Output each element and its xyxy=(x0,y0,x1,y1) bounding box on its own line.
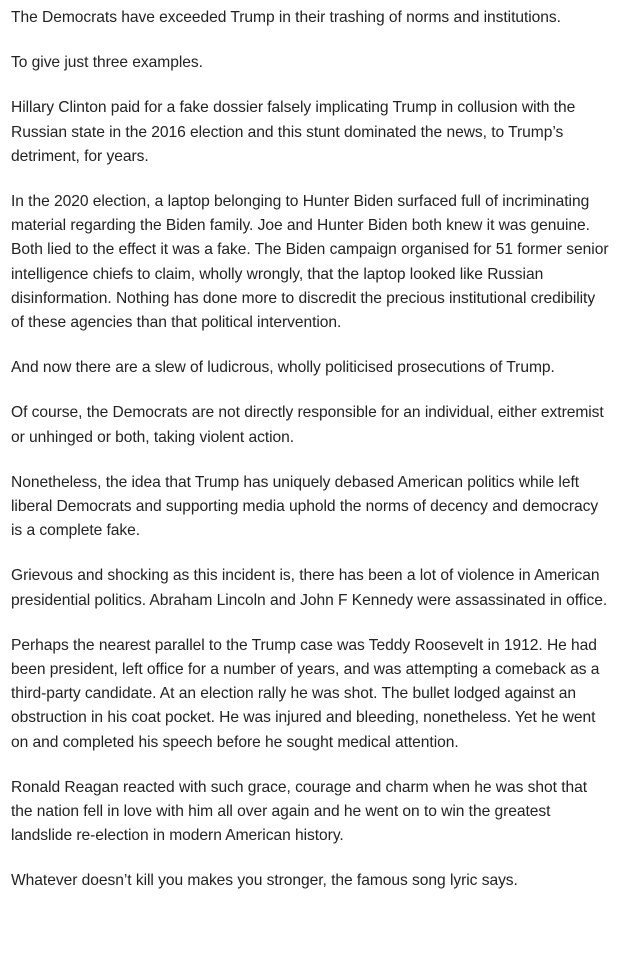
paragraph-9: Perhaps the nearest parallel to the Trump case was Teddy Roosevelt in 1912. He had been president, left office for a number of years, and was attempting a comeback as a third-party candidate. At an election rally he was shot. The bullet lodged against an obstruction in his coat pocket. He was injured and bleeding, nonetheless. Yet he went on and completed his speech before he sought medical attention. xyxy=(11,636,600,751)
paragraph-2: To give just three examples. xyxy=(11,54,203,72)
paragraph-3: Hillary Clinton paid for a fake dossier falsely implicating Trump in collusion with the Russian state in the 2016 election and this stunt dominated the news, to Trump’s detriment, for years. xyxy=(11,99,576,165)
paragraph-7: Nonetheless, the idea that Trump has uniquely debased American politics while left liberal Democrats and supporting media uphold the norms of decency and democracy is a complete fake. xyxy=(11,473,599,540)
paragraph-11: Whatever doesn’t kill you makes you stronger, the famous song lyric says. xyxy=(11,872,518,890)
paragraph-8: Grievous and shocking as this incident is, there has been a lot of violence in American presidential politics. Abraham Lincoln and John F Kennedy were assassinated in office. xyxy=(11,567,608,609)
paragraph-1: The Democrats have exceeded Trump in their trashing of norms and institutions. xyxy=(11,9,561,26)
paragraph-4: In the 2020 election, a laptop belonging to Hunter Biden surfaced full of incriminating material regarding the Biden family. Joe and Hunter Biden both knew it was genuine. Both lied to the effect it was a fake. The Biden campaign organised for 51 former senior intelligence chiefs to claim, wholly wrongly, that the laptop looked like Russian disinformation. Nothing has done more to discredit the precious institutional credibility of these agencies than that political intervention. xyxy=(11,193,609,332)
paragraph-5: And now there are a slew of ludicrous, wholly politicised prosecutions of Trump. xyxy=(11,359,555,377)
paragraph-6: Of course, the Democrats are not directly responsible for an individual, either extremist or unhinged or both, taking violent action. xyxy=(11,404,604,446)
paragraph-10: Ronald Reagan reacted with such grace, courage and charm when he was shot that the nation fell in love with him all over again and he went on to win the greatest landslide re-election in modern American history. xyxy=(11,778,588,845)
